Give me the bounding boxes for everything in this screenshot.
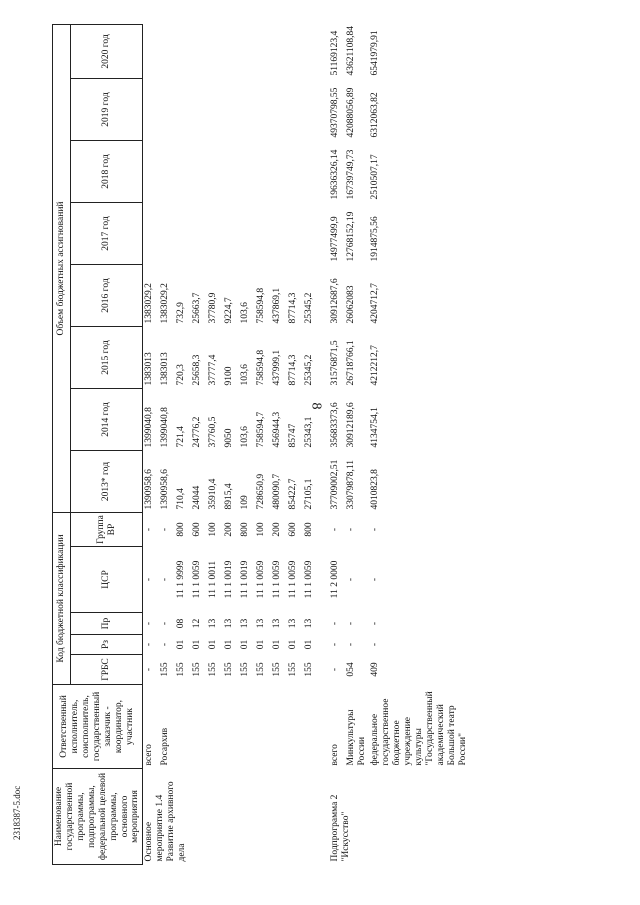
page-number: 8 bbox=[308, 402, 324, 410]
cell-csr: 11 1 0019 bbox=[224, 560, 235, 599]
cell-2017 bbox=[255, 203, 271, 265]
cell-executor bbox=[175, 685, 191, 769]
cell-pr: 13 bbox=[272, 618, 283, 629]
cell-2020 bbox=[255, 24, 271, 78]
cell-2014: 103,6 bbox=[240, 426, 251, 448]
cell-2019 bbox=[143, 79, 160, 141]
cell-2017: 1914875,56 bbox=[370, 216, 381, 262]
cell-2014: 35683373,6 bbox=[330, 402, 341, 448]
cell-pr: - bbox=[160, 621, 171, 626]
cell-vr: 600 bbox=[288, 522, 299, 537]
cell-csr: 11 2 0000 bbox=[330, 560, 341, 599]
cell-csr: - bbox=[144, 577, 155, 582]
cell-2018 bbox=[143, 141, 160, 203]
cell-2020 bbox=[271, 24, 287, 78]
cell-2013: 27105,1 bbox=[304, 478, 315, 510]
cell-2019 bbox=[287, 79, 303, 141]
cell-2019 bbox=[239, 79, 255, 141]
cell-2013: 109 bbox=[240, 495, 251, 510]
cell-2020 bbox=[239, 24, 255, 78]
cell-2017 bbox=[207, 203, 223, 265]
header-2013: 2013* год bbox=[70, 451, 143, 513]
cell-grbs: 155 bbox=[240, 662, 251, 677]
cell-2014: 25343,1 bbox=[304, 416, 315, 448]
cell-vr: 800 bbox=[176, 522, 187, 537]
cell-2013: 37709002,51 bbox=[330, 459, 341, 510]
cell-grbs: - bbox=[330, 667, 341, 672]
budget-table bbox=[52, 24, 470, 865]
cell-2017 bbox=[239, 203, 255, 265]
cell-2017 bbox=[303, 203, 319, 265]
cell-2019 bbox=[271, 79, 287, 141]
cell-rz: 01 bbox=[176, 639, 187, 650]
cell-grbs: 155 bbox=[208, 662, 219, 677]
cell-2013: 4010823,8 bbox=[370, 469, 381, 510]
cell-2018: 19636326,14 bbox=[330, 149, 341, 200]
cell-2014: 721,4 bbox=[176, 426, 187, 448]
cell-csr: - bbox=[160, 577, 171, 582]
header-2019: 2019 год bbox=[70, 79, 143, 141]
cell-rz: - bbox=[144, 642, 155, 647]
header-2016: 2016 год bbox=[70, 265, 143, 327]
cell-csr: 11 1 0011 bbox=[208, 560, 219, 599]
table-row bbox=[255, 24, 271, 864]
cell-2018 bbox=[207, 141, 223, 203]
cell-2015: 9100 bbox=[224, 366, 235, 386]
cell-pr: 13 bbox=[256, 618, 267, 629]
cell-2015: 4212212,7 bbox=[370, 345, 381, 386]
cell-2016: 103,6 bbox=[240, 302, 251, 324]
cell-grbs: 054 bbox=[346, 662, 357, 677]
cell-vr: 800 bbox=[240, 522, 251, 537]
cell-vr: 200 bbox=[224, 522, 235, 537]
cell-2016: 25663,7 bbox=[192, 292, 203, 324]
cell-pr: - bbox=[330, 621, 341, 626]
cell-executor bbox=[287, 685, 303, 769]
cell-2018 bbox=[159, 141, 175, 203]
cell-2015: 25658,3 bbox=[192, 354, 203, 386]
cell-executor: федеральное государственное бюджетное учреждение культуры "Государственный академический Большой театр России" bbox=[370, 691, 468, 766]
header-pr: Пр bbox=[70, 613, 143, 635]
cell-grbs: - bbox=[144, 667, 155, 672]
cell-2019 bbox=[255, 79, 271, 141]
cell-2019 bbox=[303, 79, 319, 141]
cell-2017 bbox=[271, 203, 287, 265]
cell-vr: 200 bbox=[272, 522, 283, 537]
cell-executor bbox=[207, 685, 223, 769]
cell-2018: 2510507,17 bbox=[370, 154, 381, 200]
cell-2016: 30912687,6 bbox=[330, 278, 341, 324]
cell-2017 bbox=[191, 203, 207, 265]
cell-2020 bbox=[143, 24, 160, 78]
cell-csr: 11 1 0059 bbox=[192, 560, 203, 599]
cell-executor bbox=[271, 685, 287, 769]
cell-2015: 31576871,5 bbox=[330, 340, 341, 386]
cell-vr: - bbox=[160, 527, 171, 532]
cell-vr: 100 bbox=[256, 522, 267, 537]
cell-2014: 9050 bbox=[224, 428, 235, 448]
cell-2018 bbox=[287, 141, 303, 203]
cell-2020: 6541979,91 bbox=[370, 30, 381, 76]
cell-pr: - bbox=[144, 621, 155, 626]
cell-csr: 11 1 0059 bbox=[288, 560, 299, 599]
header-csr: ЦСР bbox=[70, 547, 143, 613]
cell-2020 bbox=[159, 24, 175, 78]
cell-2015: 25345,2 bbox=[304, 354, 315, 386]
cell-2013: 728650,9 bbox=[256, 473, 267, 510]
cell-2015: 1383013 bbox=[160, 352, 171, 386]
header-2017: 2017 год bbox=[70, 203, 143, 265]
table-header bbox=[53, 24, 143, 864]
cell-2014: 4134754,1 bbox=[370, 407, 381, 448]
cell-2013: 33079878,11 bbox=[346, 459, 357, 510]
header-rz: Рз bbox=[70, 635, 143, 655]
cell-2014: 1399040,8 bbox=[144, 407, 155, 448]
cell-2018 bbox=[239, 141, 255, 203]
cell-grbs: 155 bbox=[176, 662, 187, 677]
header-2015: 2015 год bbox=[70, 327, 143, 389]
cell-rz: - bbox=[370, 642, 381, 647]
cell-vr: - bbox=[330, 527, 341, 532]
cell-2020 bbox=[223, 24, 239, 78]
cell-2018: 16739749,73 bbox=[346, 149, 357, 200]
cell-rz: 01 bbox=[304, 639, 315, 650]
cell-pr: 13 bbox=[208, 618, 219, 629]
cell-2017: 14977499,9 bbox=[330, 216, 341, 262]
rotated-table-container bbox=[52, 25, 522, 865]
table-row bbox=[143, 24, 160, 864]
cell-2019: 6312063,82 bbox=[370, 92, 381, 138]
cell-vr: 600 bbox=[192, 522, 203, 537]
cell-name: Основное мероприятие 1.4 Развитие архивного дела bbox=[144, 781, 188, 862]
table-row bbox=[369, 24, 469, 864]
cell-2014: 30912189,6 bbox=[346, 402, 357, 448]
cell-2015: 758594,8 bbox=[256, 349, 267, 386]
cell-executor: всего bbox=[330, 744, 341, 766]
cell-executor bbox=[223, 685, 239, 769]
cell-2013: 85422,7 bbox=[288, 478, 299, 510]
cell-executor bbox=[303, 685, 319, 769]
cell-pr: - bbox=[346, 621, 357, 626]
cell-executor: Росархив bbox=[160, 727, 171, 766]
cell-2014: 37760,5 bbox=[208, 416, 219, 448]
cell-vr: - bbox=[144, 527, 155, 532]
cell-executor: Минкультуры России bbox=[346, 709, 368, 766]
cell-2016: 1383029,2 bbox=[160, 283, 171, 324]
table-row bbox=[175, 24, 191, 864]
header-2020: 2020 год bbox=[70, 24, 143, 78]
cell-2016: 758594,8 bbox=[256, 287, 267, 324]
cell-2018 bbox=[255, 141, 271, 203]
cell-grbs: 409 bbox=[370, 662, 381, 677]
cell-2019: 49370798,55 bbox=[330, 87, 341, 138]
cell-2019 bbox=[191, 79, 207, 141]
cell-pr: 08 bbox=[176, 618, 187, 629]
cell-pr: 13 bbox=[304, 618, 315, 629]
table-row bbox=[271, 24, 287, 864]
document-id: 2318387-5.doc bbox=[12, 785, 22, 840]
cell-2013: 710,4 bbox=[176, 488, 187, 510]
cell-2015: 437999,1 bbox=[272, 349, 283, 386]
cell-2013: 1390958,6 bbox=[160, 469, 171, 510]
cell-vr: 100 bbox=[208, 522, 219, 537]
cell-2017 bbox=[175, 203, 191, 265]
cell-vr: 800 bbox=[304, 522, 315, 537]
header-2014: 2014 год bbox=[70, 389, 143, 451]
cell-2020 bbox=[175, 24, 191, 78]
cell-2015: 37777,4 bbox=[208, 354, 219, 386]
cell-2014: 456944,3 bbox=[272, 411, 283, 448]
header-executor: Ответственный исполнитель, соисполнитель, государственный заказчик - координатор, участник bbox=[53, 685, 143, 769]
cell-2016: 25345,2 bbox=[304, 292, 315, 324]
cell-rz: 01 bbox=[272, 639, 283, 650]
cell-csr: - bbox=[346, 577, 357, 582]
cell-2016: 437869,1 bbox=[272, 287, 283, 324]
table-row bbox=[191, 24, 207, 864]
cell-csr: 11 1 0059 bbox=[256, 560, 267, 599]
cell-2017 bbox=[223, 203, 239, 265]
cell-rz: - bbox=[330, 642, 341, 647]
cell-csr: - bbox=[370, 577, 381, 582]
cell-2016: 87714,3 bbox=[288, 292, 299, 324]
cell-pr: 12 bbox=[192, 618, 203, 629]
cell-2015: 26718766,1 bbox=[346, 340, 357, 386]
cell-pr: 13 bbox=[288, 618, 299, 629]
cell-rz: 01 bbox=[240, 639, 251, 650]
cell-2015: 103,6 bbox=[240, 364, 251, 386]
cell-rz: 01 bbox=[192, 639, 203, 650]
table-row bbox=[159, 24, 175, 864]
cell-2016: 732,9 bbox=[176, 302, 187, 324]
cell-2015: 720,3 bbox=[176, 364, 187, 386]
table-row bbox=[239, 24, 255, 864]
header-vr: Группа ВР bbox=[70, 513, 143, 547]
cell-pr: 13 bbox=[224, 618, 235, 629]
table-row bbox=[329, 24, 345, 864]
cell-2016: 26062083 bbox=[346, 285, 357, 324]
header-budget-volume: Объем бюджетных ассигнований bbox=[53, 24, 71, 512]
cell-2017 bbox=[287, 203, 303, 265]
cell-csr: 11 1 9999 bbox=[176, 560, 187, 599]
cell-2018 bbox=[271, 141, 287, 203]
cell-vr: - bbox=[370, 527, 381, 532]
cell-name: Подпрограмма 2 "Искусство" bbox=[330, 794, 352, 862]
cell-2017 bbox=[143, 203, 160, 265]
table-row bbox=[287, 24, 303, 864]
cell-2015: 87714,3 bbox=[288, 354, 299, 386]
cell-grbs: 155 bbox=[160, 662, 171, 677]
cell-csr: 11 1 0019 bbox=[240, 560, 251, 599]
cell-rz: - bbox=[160, 642, 171, 647]
cell-2019 bbox=[223, 79, 239, 141]
cell-pr: - bbox=[370, 621, 381, 626]
cell-rz: 01 bbox=[288, 639, 299, 650]
cell-2020 bbox=[287, 24, 303, 78]
cell-2018 bbox=[191, 141, 207, 203]
cell-2015: 1383013 bbox=[144, 352, 155, 386]
cell-2020 bbox=[207, 24, 223, 78]
cell-2020: 43621108,84 bbox=[346, 25, 357, 76]
cell-vr: - bbox=[346, 527, 357, 532]
cell-2019 bbox=[207, 79, 223, 141]
header-grbs: ГРБС bbox=[70, 655, 143, 685]
cell-2019 bbox=[175, 79, 191, 141]
cell-2019: 42088056,89 bbox=[346, 87, 357, 138]
cell-2020 bbox=[303, 24, 319, 78]
cell-rz: 01 bbox=[224, 639, 235, 650]
header-classification: Код бюджетной классификации bbox=[53, 513, 71, 685]
header-2018: 2018 год bbox=[70, 141, 143, 203]
cell-2017 bbox=[159, 203, 175, 265]
cell-2016: 37780,9 bbox=[208, 292, 219, 324]
cell-executor: всего bbox=[144, 744, 155, 766]
cell-grbs: 155 bbox=[256, 662, 267, 677]
cell-executor bbox=[255, 685, 271, 769]
cell-2016: 4204712,7 bbox=[370, 283, 381, 324]
cell-2013: 35910,4 bbox=[208, 478, 219, 510]
cell-executor bbox=[239, 685, 255, 769]
cell-grbs: 155 bbox=[304, 662, 315, 677]
cell-2020: 51169123,4 bbox=[330, 30, 341, 76]
cell-2018 bbox=[175, 141, 191, 203]
cell-2014: 24776,2 bbox=[192, 416, 203, 448]
cell-2014: 758594,7 bbox=[256, 411, 267, 448]
cell-2016: 1383029,2 bbox=[144, 283, 155, 324]
cell-grbs: 155 bbox=[224, 662, 235, 677]
table-row bbox=[223, 24, 239, 864]
cell-rz: - bbox=[346, 642, 357, 647]
cell-rz: 01 bbox=[208, 639, 219, 650]
table-body bbox=[143, 24, 470, 864]
table-row bbox=[303, 24, 319, 864]
cell-csr: 11 1 0059 bbox=[304, 560, 315, 599]
cell-2019 bbox=[159, 79, 175, 141]
cell-grbs: 155 bbox=[192, 662, 203, 677]
cell-2013: 24044 bbox=[192, 485, 203, 510]
cell-2018 bbox=[303, 141, 319, 203]
cell-2018 bbox=[223, 141, 239, 203]
cell-2014: 1399040,8 bbox=[160, 407, 171, 448]
cell-pr: 13 bbox=[240, 618, 251, 629]
cell-2014: 85747 bbox=[288, 423, 299, 448]
cell-2013: 8915,4 bbox=[224, 483, 235, 510]
cell-2017: 12768152,19 bbox=[346, 211, 357, 262]
cell-2020 bbox=[191, 24, 207, 78]
cell-rz: 01 bbox=[256, 639, 267, 650]
cell-2013: 480090,7 bbox=[272, 473, 283, 510]
cell-executor bbox=[191, 685, 207, 769]
header-name: Наименование государственной программы, подпрограммы, федеральной целевой программы, основного мероприятия bbox=[53, 769, 143, 865]
cell-grbs: 155 bbox=[288, 662, 299, 677]
table-row bbox=[207, 24, 223, 864]
table-row bbox=[345, 24, 369, 864]
cell-2013: 1390958,6 bbox=[144, 469, 155, 510]
cell-csr: 11 1 0059 bbox=[272, 560, 283, 599]
table-row-separator bbox=[319, 24, 329, 864]
cell-2016: 9224,7 bbox=[224, 297, 235, 324]
cell-grbs: 155 bbox=[272, 662, 283, 677]
